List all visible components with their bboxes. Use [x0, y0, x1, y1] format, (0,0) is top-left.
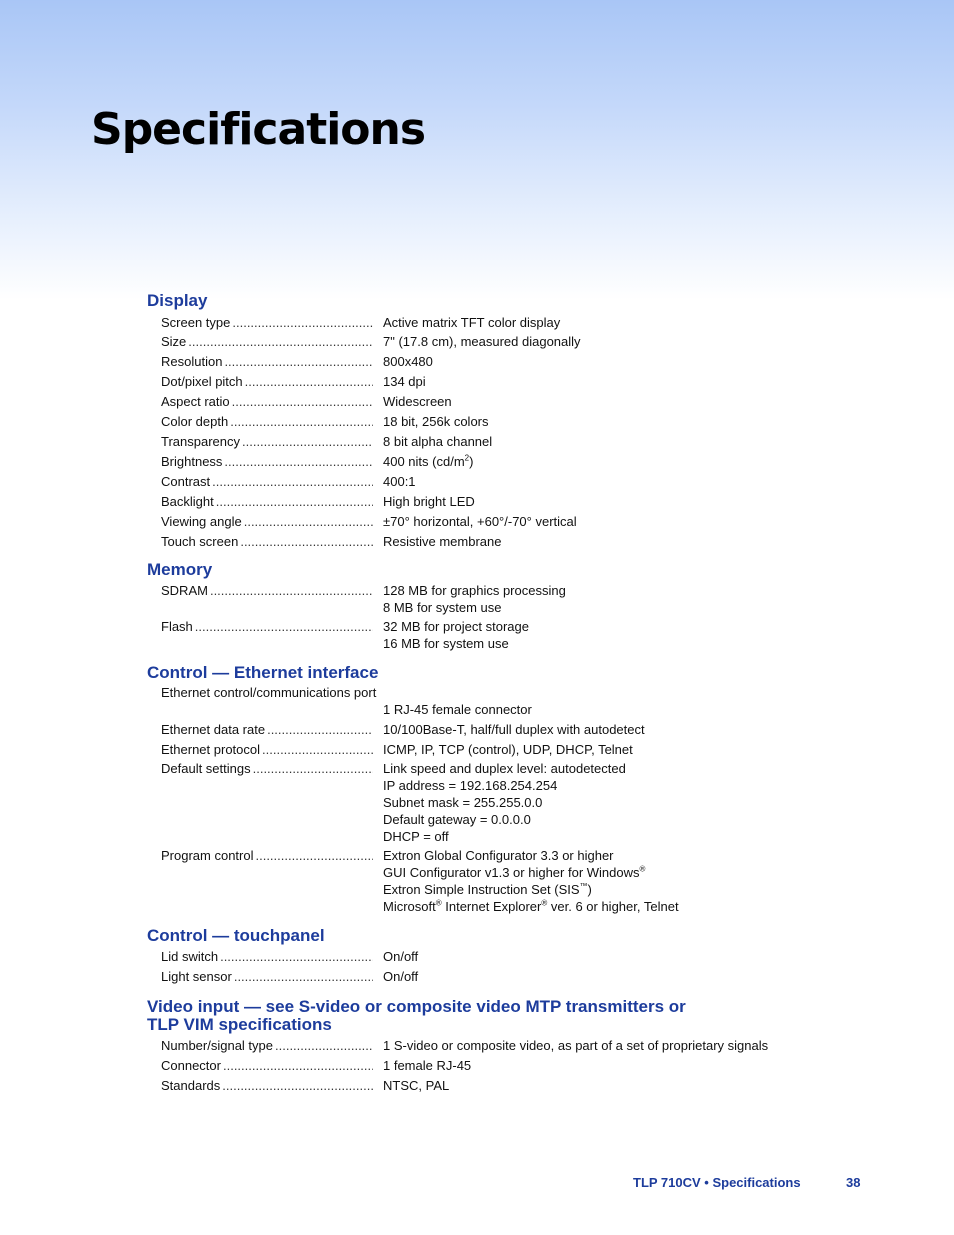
spec-label: Size	[161, 334, 187, 349]
spec-label: Flash	[161, 619, 193, 634]
spec-row-program-control	[147, 847, 847, 915]
spec-row-light-sensor	[147, 968, 847, 985]
leader-dots	[212, 473, 373, 490]
page-footer	[633, 1175, 861, 1190]
ethernet-spec-list	[147, 684, 847, 915]
spec-row-flash	[147, 618, 847, 652]
spec-label: Default settings	[161, 761, 251, 776]
video-spec-list	[147, 1037, 847, 1094]
leader-dots	[224, 353, 373, 370]
spec-value: On/off	[383, 949, 419, 964]
section-heading-memory: Memory	[147, 560, 213, 579]
spec-value: ICMP, IP, TCP (control), UDP, DHCP, Telnet	[383, 742, 633, 757]
spec-label: Ethernet data rate	[161, 722, 266, 737]
spec-row-sdram	[147, 582, 847, 616]
spec-content	[147, 290, 847, 1094]
leader-dots	[244, 513, 373, 530]
spec-label: Transparency	[161, 434, 240, 449]
memory-spec-list	[147, 582, 847, 652]
spec-row-brightness	[147, 453, 847, 470]
spec-label: Contrast	[161, 474, 211, 489]
spec-row-number-signal-type	[147, 1037, 847, 1054]
leader-dots	[245, 373, 373, 390]
spec-row-color-depth	[147, 413, 847, 430]
spec-row-transparency	[147, 433, 847, 450]
spec-row-ethernet-data-rate	[147, 721, 847, 738]
leader-dots	[230, 413, 373, 430]
section-heading-video-input: Video input — see S-video or composite video MTP transmitters or TLP VIM specifications	[147, 997, 686, 1034]
spec-label: Program control	[161, 848, 254, 863]
spec-label: Dot/pixel pitch	[161, 374, 243, 389]
display-spec-list	[147, 314, 847, 550]
leader-dots	[255, 847, 373, 915]
spec-value: 18 bit, 256k colors	[383, 414, 489, 429]
leader-dots	[195, 618, 373, 652]
spec-row-dot-pitch	[147, 373, 847, 390]
leader-dots	[220, 948, 373, 965]
spec-value: Resistive membrane	[383, 534, 502, 549]
leader-dots	[224, 453, 373, 470]
leader-dots	[216, 493, 373, 510]
spec-label: Backlight	[161, 494, 214, 509]
leader-dots	[275, 1037, 373, 1054]
spec-row-resolution	[147, 353, 847, 370]
spec-value: 400:1	[383, 474, 416, 489]
leader-dots	[188, 333, 373, 350]
spec-label: Viewing angle	[161, 514, 242, 529]
section-heading-ethernet: Control — Ethernet interface	[147, 663, 379, 682]
spec-value: 1 S-video or composite video, as part of a set of proprietary signals	[383, 1038, 769, 1053]
spec-label: Connector	[161, 1058, 221, 1073]
page-number: 38	[846, 1175, 861, 1190]
spec-row-connector	[147, 1057, 847, 1074]
leader-dots	[232, 314, 373, 331]
leader-dots	[242, 433, 373, 450]
spec-row-viewing-angle	[147, 513, 847, 530]
spec-value: 128 MB for graphics processing 8 MB for system use	[383, 583, 566, 615]
spec-label: SDRAM	[161, 583, 208, 598]
spec-label: Color depth	[161, 414, 229, 429]
spec-value: On/off	[383, 969, 419, 984]
leader-dots	[240, 533, 373, 550]
spec-value: 7" (17.8 cm), measured diagonally	[383, 334, 581, 349]
spec-row-backlight	[147, 493, 847, 510]
spec-row-contrast	[147, 473, 847, 490]
leader-dots	[262, 741, 373, 758]
spec-label: Brightness	[161, 454, 223, 469]
page-title: Specifications	[91, 104, 426, 155]
spec-value: Extron Global Configurator 3.3 or higher GUI Configurator v1.3 or higher for Windows® Extron Simple Instruction Set (SIS™) Microsoft® Internet Explorer® ver. 6 or higher, Telnet	[383, 848, 679, 914]
spec-value: 400 nits $(cd/m^2)$	[383, 453, 474, 469]
spec-row-default-settings	[147, 760, 847, 845]
spec-row-standards	[147, 1077, 847, 1094]
spec-row-lid-switch	[147, 948, 847, 965]
spec-row-screen-type	[147, 314, 847, 331]
ethernet-port-value: 1 RJ-45 female connector	[383, 702, 532, 717]
leader-dots	[222, 1077, 373, 1094]
spec-label: Light sensor	[161, 969, 232, 984]
spec-row-aspect-ratio	[147, 393, 847, 410]
touchpanel-spec-list	[147, 948, 847, 985]
footer-text: TLP 710CV • Specifications	[633, 1175, 801, 1190]
section-heading-touchpanel: Control — touchpanel	[147, 926, 325, 945]
spec-label: Number/signal type	[161, 1038, 273, 1053]
spec-row-size	[147, 333, 847, 350]
section-heading-display: Display	[147, 291, 208, 310]
spec-value: High bright LED	[383, 494, 475, 509]
spec-label: Aspect ratio	[161, 394, 230, 409]
leader-dots	[234, 968, 373, 985]
spec-value: 32 MB for project storage 16 MB for system use	[383, 619, 529, 651]
leader-dots	[232, 393, 373, 410]
leader-dots	[210, 582, 373, 616]
spec-row-ethernet-protocol	[147, 741, 847, 758]
ethernet-port-label: Ethernet control/communications port	[161, 685, 377, 700]
spec-value: 1 female RJ-45	[383, 1058, 472, 1073]
spec-value: 10/100Base-T, half/full duplex with autodetect	[383, 722, 645, 737]
spec-row-touch-screen	[147, 533, 847, 550]
spec-label: Touch screen	[161, 534, 239, 549]
spec-label: Lid switch	[161, 949, 219, 964]
spec-value: Widescreen	[383, 394, 452, 409]
leader-dots	[267, 721, 373, 738]
spec-label: Ethernet protocol	[161, 742, 261, 757]
spec-value: 800x480	[383, 354, 433, 369]
spec-label: Standards	[161, 1078, 221, 1093]
leader-dots	[253, 760, 373, 845]
spec-value: ±70° horizontal, +60°/-70° vertical	[383, 514, 577, 529]
spec-value: Active matrix TFT color display	[383, 315, 561, 330]
spec-label: Resolution	[161, 354, 223, 369]
spec-value: NTSC, PAL	[383, 1078, 450, 1093]
spec-value: 134 dpi	[383, 374, 426, 389]
spec-value: 8 bit alpha channel	[383, 434, 493, 449]
spec-value: Link speed and duplex level: autodetected IP address = 192.168.254.254 Subnet mask = 255.255.0.0 Default gateway = 0.0.0.0 DHCP = off	[383, 761, 626, 844]
spec-label: Screen type	[161, 315, 231, 330]
leader-dots	[223, 1057, 373, 1074]
